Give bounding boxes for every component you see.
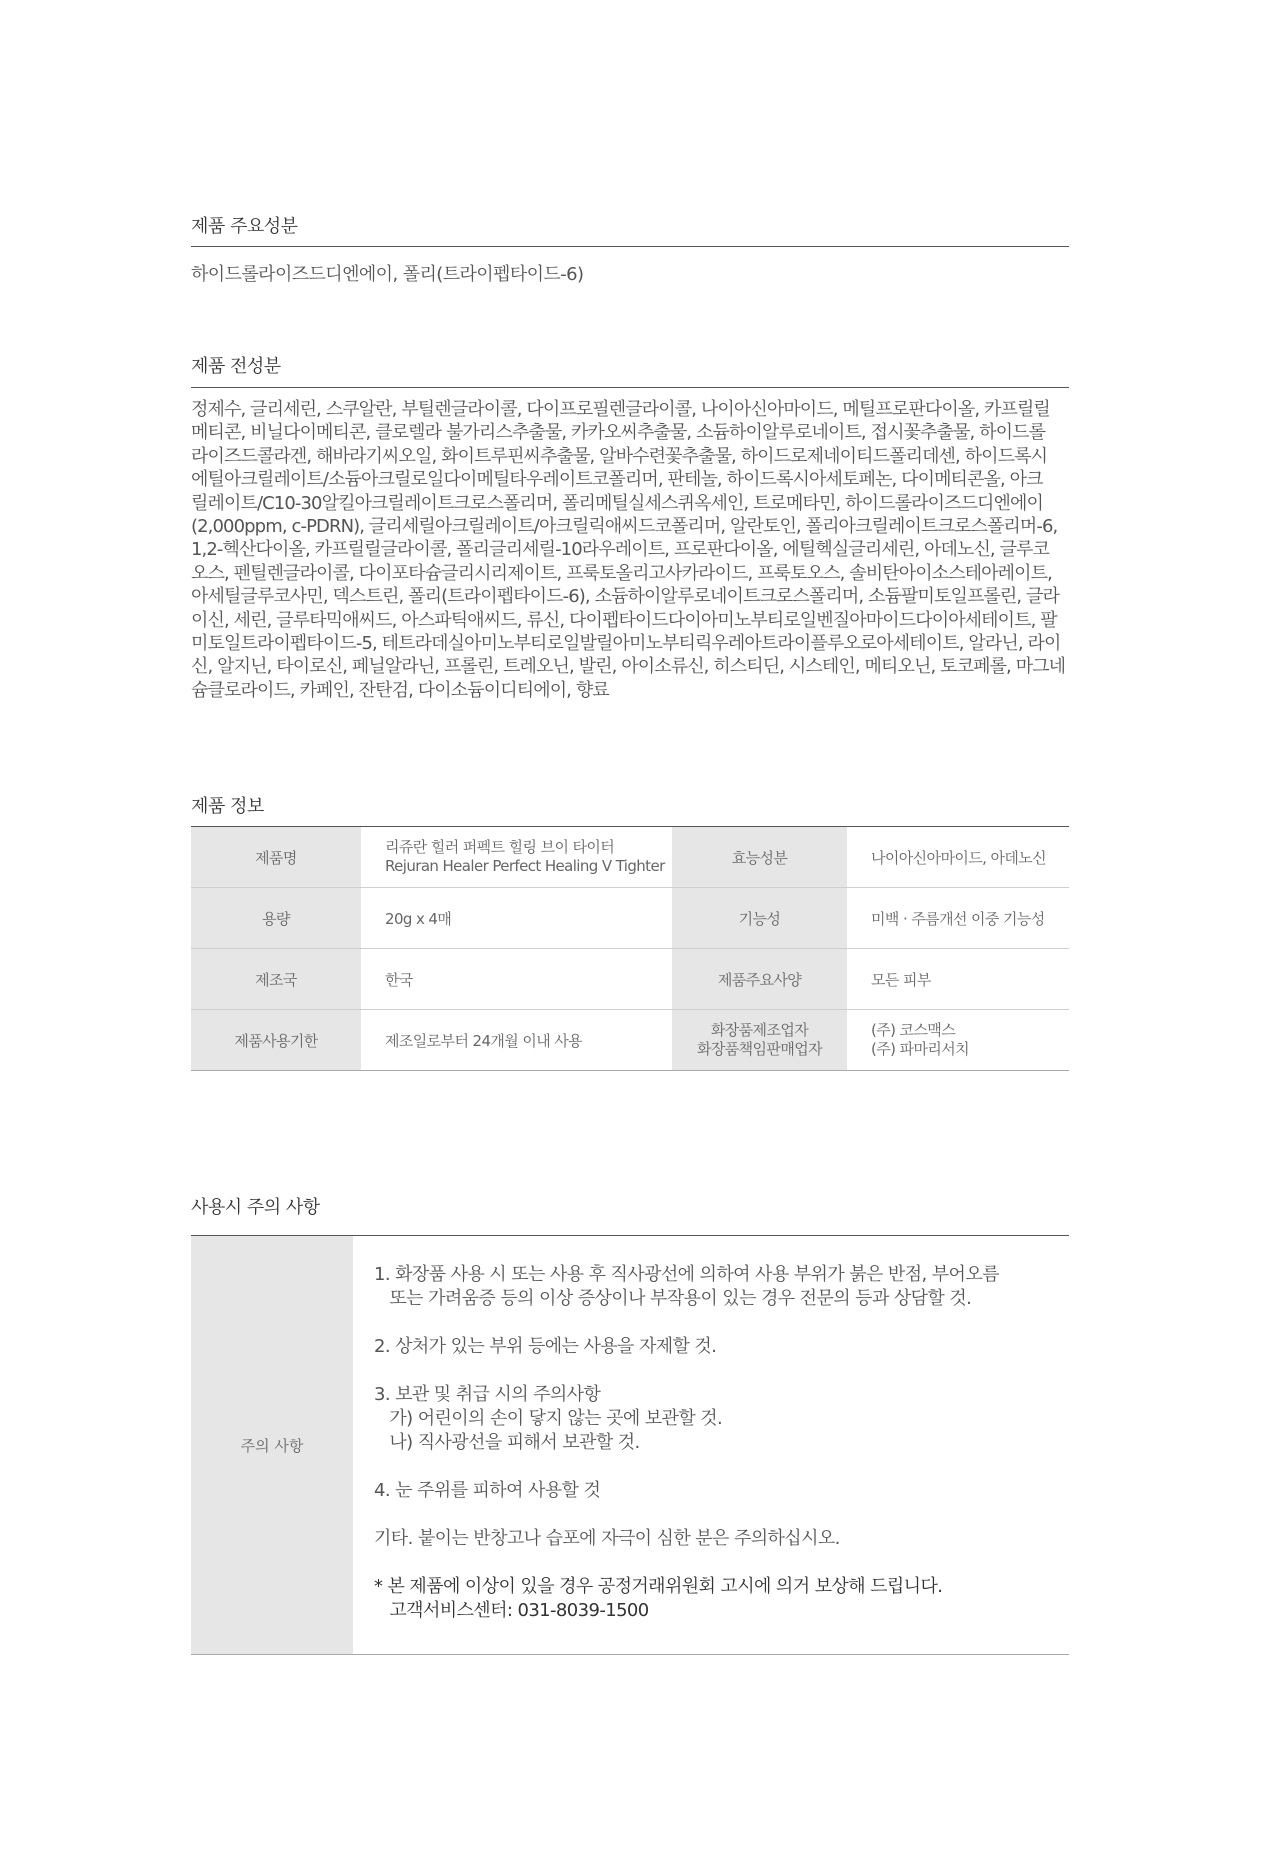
full-ingredients-title: 제품 전성분 — [191, 356, 281, 377]
volume-label: 용량 — [191, 888, 361, 949]
country-value: 한국 — [361, 949, 672, 1010]
caution-item-3: 3. 보관 및 취급 시의 주의사항 — [374, 1384, 601, 1405]
compensation-note: * 본 제품에 이상이 있을 경우 공정거래위원회 고시에 의거 보상해 드립니다. — [374, 1576, 943, 1597]
caution-item-1-cont: 또는 가려움증 등의 이상 증상이나 부작용이 있는 경우 전문의 등과 상담할 것. — [374, 1288, 972, 1309]
caution-item-other: 기타. 붙이는 반창고나 습포에 자극이 심한 분은 주의하십시오. — [374, 1528, 840, 1549]
section-divider — [191, 246, 1069, 247]
caution-item-1: 1. 화장품 사용 시 또는 사용 후 직사광선에 의하여 사용 부위가 붉은 반점, 부어오름 — [374, 1264, 999, 1285]
table-row — [191, 1010, 1069, 1071]
product-name-korean: 리쥬란 힐러 퍼펙트 힐링 브이 타이터 — [385, 838, 615, 856]
main-ingredients-text: 하이드롤라이즈드디엔에이, 폴리(트라이펩타이드-6) — [191, 264, 584, 285]
caution-item-4: 4. 눈 주위를 피하여 사용할 것 — [374, 1480, 601, 1501]
section-divider — [191, 387, 1069, 388]
active-ingredient-value: 나이아신아마이드, 아데노신 — [847, 827, 1069, 888]
product-info-title: 제품 정보 — [191, 796, 264, 817]
caution-item-3b: 나) 직사광선을 피해서 보관할 것. — [374, 1432, 640, 1453]
caution-title: 사용시 주의 사항 — [191, 1197, 320, 1218]
function-value: 미백 · 주름개선 이중 기능성 — [847, 888, 1069, 949]
caution-item-2: 2. 상처가 있는 부위 등에는 사용을 자제할 것. — [374, 1336, 717, 1357]
function-label: 기능성 — [672, 888, 847, 949]
caution-text — [374, 1263, 1054, 1623]
manufacturer-value — [847, 1010, 1069, 1071]
main-spec-label: 제품주요사양 — [672, 949, 847, 1010]
caution-item-3a: 가) 어린이의 손이 닿지 않는 곳에 보관할 것. — [374, 1408, 723, 1429]
main-spec-value: 모든 피부 — [847, 949, 1069, 1010]
product-info-table — [191, 827, 1069, 1071]
product-name-english: Rejuran Healer Perfect Healing V Tighter — [385, 857, 665, 875]
table-row — [191, 827, 1069, 888]
full-ingredients-text: 정제수, 글리세린, 스쿠알란, 부틸렌글라이콜, 다이프로필렌글라이콜, 나이아신아마이드, 메틸프로판다이올, 카프릴릴 메티콘, 비닐다이메티콘, 클로렐라 불가리스추출물, 카카오씨추출물, 소듐하이알루로네이트, 접시꽃추출물, 하이드롤 라이즈드콜라겐, 해바라기씨오일, 화이트루핀씨추출물, 알바수련꽃추출물, 하이드로제네이티드폴리데센, 하이드록시 에틸아크릴레이트/소듐아크릴로일다이메틸타우레이트코폴리머, 판테놀, 하이드록시아세토페논, 다이메티콘올, 아크 릴레이트/C10-30알킬아크릴레이트크로스폴리머, 폴리메틸실세스퀴옥세인, 트로메타민, 하이드롤라이즈드디엔에이 (2,000ppm, c-PDRN), 글리세릴아크릴레이트/아크릴릭애씨드코폴리머, 알란토인, 폴리아크릴레이트크로스폴리머-6, 1,2-헥산다이올, 카프릴릴글라이콜, 폴리글리세릴-10라우레이트, 프로판다이올, 에틸헥실글리세린, 아데노신, 글루코 오스, 펜틸렌글라이콜, 다이포타슘글리시리제이트, 프룩토올리고사카라이드, 프룩토오스, 솔비탄아이소스테아레이트, 아세틸글루코사민, 덱스트린, 폴리(트라이펩타이드-6), 소듐하이알루로네이트크로스폴리머, 소듐팔미토일프롤린, 글라 이신, 세린, 글루타믹애씨드, 아스파틱애씨드, 류신, 다이펩타이드다이아미노부티로일벤질아마이드다이아세테이트, 팔 미토일트라이펩타이드-5, 테트라데실아미노부티로일발릴아미노부티릭우레아트라이플루오로아세테이트, 알라닌, 라이 신, 알지닌, 타이로신, 페닐알라닌, 프롤린, 트레오닌, 발린, 아이소류신, 히스티딘, 시스테인, 메티오닌, 토코페롤, 마그네 슘클로라이드, 카페인, 잔탄검, 다이소듐이디티에이, 향료 — [191, 399, 1066, 701]
customer-service-number: 고객서비스센터: 031-8039-1500 — [374, 1600, 649, 1621]
caution-label: 주의 사항 — [191, 1236, 353, 1654]
product-name-value — [361, 827, 672, 888]
main-ingredients-title: 제품 주요성분 — [191, 216, 298, 237]
manufacturer-name: (주) 코스맥스 — [871, 1021, 956, 1039]
expiry-value: 제조일로부터 24개월 이내 사용 — [361, 1010, 672, 1071]
country-label: 제조국 — [191, 949, 361, 1010]
caution-box — [191, 1236, 1069, 1655]
product-name-label: 제품명 — [191, 827, 361, 888]
table-row — [191, 888, 1069, 949]
expiry-label: 제품사용기한 — [191, 1010, 361, 1071]
volume-value: 20g x 4매 — [361, 888, 672, 949]
manufacturer-label: 화장품제조업자 화장품책임판매업자 — [672, 1010, 847, 1071]
active-ingredient-label: 효능성분 — [672, 827, 847, 888]
seller-name: (주) 파마리서치 — [871, 1040, 970, 1058]
table-row — [191, 949, 1069, 1010]
